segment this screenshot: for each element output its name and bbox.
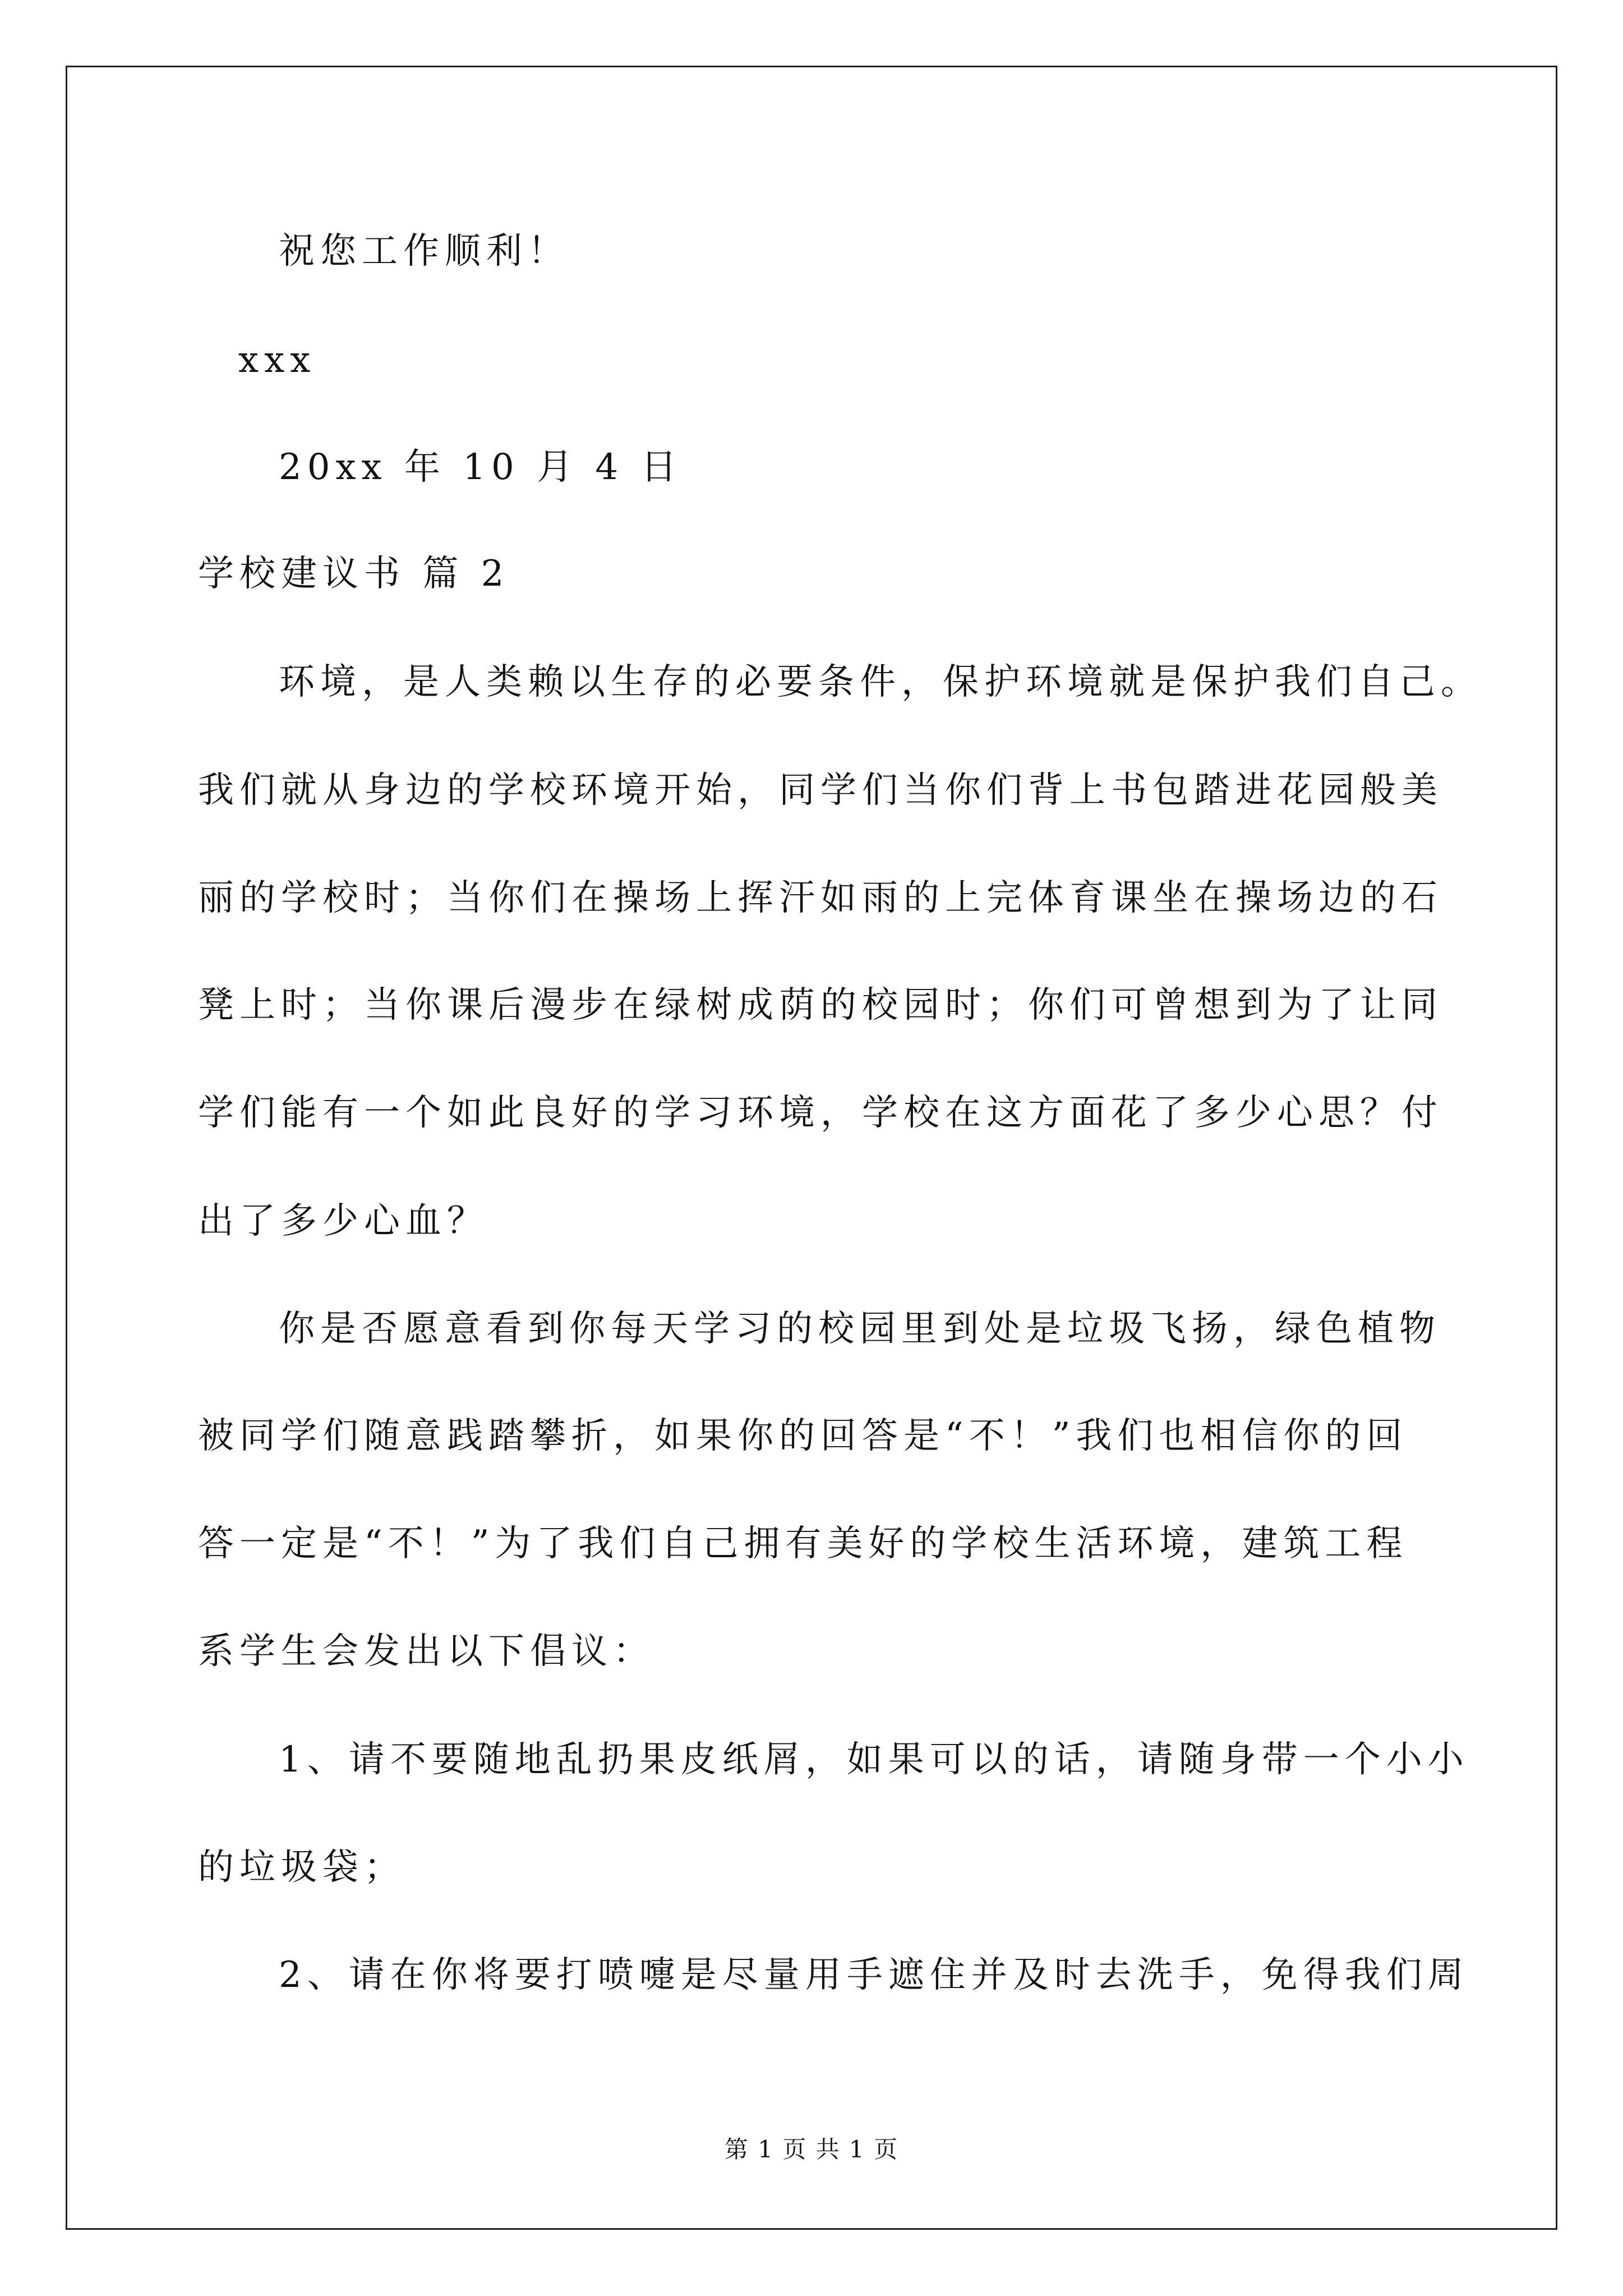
- paragraph-line: 的垃圾袋；: [198, 1847, 405, 1888]
- signature-line: xxx: [238, 339, 316, 381]
- section-title: 学校建议书 篇 2: [198, 553, 510, 595]
- date-line: 20xx 年 10 月 4 日: [279, 447, 683, 488]
- paragraph-line: 答一定是“不！”为了我们自己拥有美好的学校生活环境，建筑工程: [198, 1523, 1408, 1565]
- paragraph-line: 系学生会发出以下倡议：: [198, 1631, 654, 1672]
- paragraph-line: 1、请不要随地乱扔果皮纸屑，如果可以的话，请随身带一个小小: [279, 1739, 1469, 1780]
- paragraph-line: 你是否愿意看到你每天学习的校园里到处是垃圾飞扬，绿色植物: [279, 1308, 1441, 1350]
- paragraph-line: 2、请在你将要打喷嚏是尽量用手遮住并及时去洗手，免得我们周: [279, 1954, 1469, 1996]
- paragraph-line: 出了多少心血？: [198, 1200, 488, 1242]
- paragraph-line: 环境，是人类赖以生存的必要条件，保护环境就是保护我们自己。: [279, 661, 1482, 703]
- paragraph-line: 被同学们随意践踏攀折，如果你的回答是“不！”我们也相信你的回: [198, 1415, 1408, 1457]
- page-border: [66, 66, 1557, 2230]
- paragraph-line: 学们能有一个如此良好的学习环境，学校在这方面花了多少心思？付: [198, 1092, 1443, 1134]
- closing-line: 祝您工作顺利！: [279, 231, 569, 272]
- paragraph-line: 丽的学校时；当你们在操场上挥汗如雨的上完体育课坐在操场边的石: [198, 877, 1443, 919]
- page-footer: 第 1 页 共 1 页: [724, 2136, 899, 2163]
- paragraph-line: 凳上时；当你课后漫步在绿树成荫的校园时；你们可曾想到为了让同: [198, 984, 1443, 1026]
- paragraph-line: 我们就从身边的学校环境开始，同学们当你们背上书包踏进花园般美: [198, 770, 1443, 811]
